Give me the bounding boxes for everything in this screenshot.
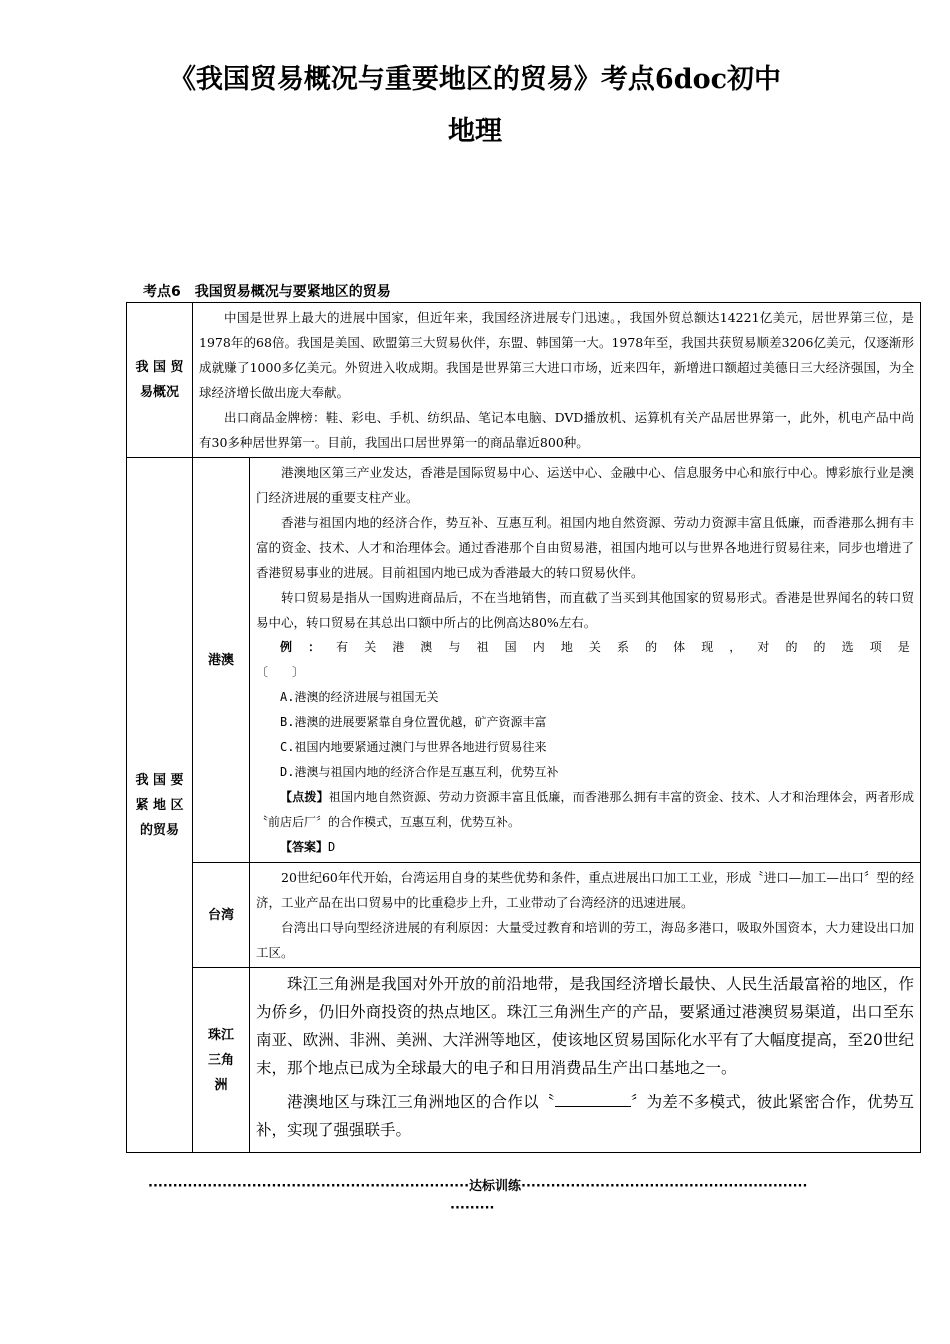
practice-section-divider: ·································································达标训练·························································· xyxy=(148,1179,808,1194)
example-option: A.港澳的经济进展与祖国无关 xyxy=(280,690,439,704)
region-label: 台湾 xyxy=(207,907,234,923)
prd-row xyxy=(127,968,921,1153)
overview-category-cell xyxy=(127,303,193,458)
example-answer xyxy=(256,835,914,860)
hk-macau-paragraph: 港澳地区第三产业发达，香港是国际贸易中心、运送中心、金融中心、信息服务中心和旅行中心。博彩旅行业是澳门经济进展的重要支柱产业。 xyxy=(256,465,914,505)
example-block xyxy=(256,635,914,860)
region-label: 港澳 xyxy=(207,652,234,668)
example-option: C.祖国内地要紧通过澳门与世界各地进行贸易往来 xyxy=(280,740,547,754)
prd-content xyxy=(250,968,921,1153)
example-question xyxy=(256,635,914,660)
hint-label: 【点拨】 xyxy=(280,790,329,804)
regions-category-cell xyxy=(127,458,193,1153)
hk-macau-row xyxy=(127,458,921,863)
taiwan-row xyxy=(127,863,921,968)
taiwan-label xyxy=(193,863,250,968)
prd-label xyxy=(193,968,250,1153)
example-hint xyxy=(256,785,914,835)
hk-macau-paragraph: 转口贸易是指从一国购进商品后，不在当地销售，而直截了当买到其他国家的贸易形式。香港是世界闻名的转口贸易中心，转口贸易在其总出口额中所占的比例高达80%左右。 xyxy=(256,590,914,630)
topic-table xyxy=(126,302,921,1153)
example-option: D.港澳与祖国内地的经济合作是互惠互利，优势互补 xyxy=(280,765,559,779)
hk-macau-label xyxy=(193,458,250,863)
hk-macau-paragraph: 香港与祖国内地的经济合作，势互补、互惠互利。祖国内地自然资源、劳动力资源丰富且低廉，而香港那么拥有丰富的资金、技术、人才和治理体会。通过香港那个自由贸易港，祖国内地可以与世界各地进行贸易往来，同步也增进了香港贸易事业的进展。目前祖国内地已成为香港最大的转口贸易伙伴。 xyxy=(256,515,914,580)
taiwan-paragraph: 20世纪60年代开始，台湾运用自身的某些优势和条件，重点进展出口加工工业，形成〝进口—加工—出口〞型的经济，工业产品在出口贸易中的比重稳步上升，工业带动了台湾经济的迅速进展。 xyxy=(256,870,914,910)
category-label-line: 的贸易 xyxy=(139,822,179,838)
category-label-line: 我 国 要 xyxy=(135,772,184,788)
practice-section-divider-continued: ········· xyxy=(450,1201,495,1216)
fill-in-text-after: 〞为差不多模式，彼此紧密合作，优势互补，实现了强强联手。 xyxy=(256,1093,914,1139)
hk-macau-content xyxy=(250,458,921,863)
prd-paragraph: 珠江三角洲是我国对外开放的前沿地带，是我国经济增长最快、人民生活最富裕的地区，作为侨乡，仍旧外商投资的热点地区。珠江三角洲生产的产品，要紧通过港澳贸易渠道，出口至东南亚、欧洲、非洲、美洲、大洋洲等地区，使该地区贸易国际化水平有了大幅度提高，至20世纪末，那个地点已成为全球最大的电子和日用消费品生产出口基地之一。 xyxy=(256,975,914,1077)
document-title: 《我国贸易概况与重要地区的贸易》考点6doc初中 xyxy=(168,64,782,95)
example-bracket: 〔 〕 xyxy=(256,665,305,679)
region-label-line: 珠江 xyxy=(207,1027,234,1043)
example-question-text: 有关港澳与祖国内地关系的体现，对的的选项是 xyxy=(336,640,915,654)
answer-label: 【答案】 xyxy=(280,840,329,854)
example-option: B.港澳的进展要紧靠自身位置优越，矿产资源丰富 xyxy=(280,715,547,729)
taiwan-content xyxy=(250,863,921,968)
region-label-line: 三角 xyxy=(207,1052,234,1068)
hint-text: 祖国内地自然资源、劳动力资源丰富且低廉，而香港那么拥有丰富的资金、技术、人才和治理体会，两者形成〝前店后厂〞的合作模式，互惠互利，优势互补。 xyxy=(256,790,914,829)
answer-text: D xyxy=(328,840,336,854)
overview-row xyxy=(127,303,921,458)
taiwan-paragraph: 台湾出口导向型经济进展的有利原因：大量受过教育和培训的劳工，海岛多港口，吸取外国资本，大力建设出口加工区。 xyxy=(256,920,914,960)
prd-fill-in-paragraph xyxy=(256,1088,914,1144)
fill-in-blank[interactable] xyxy=(555,1088,631,1107)
example-label: 例： xyxy=(280,640,337,654)
category-label-line: 我 国 贸 xyxy=(135,360,184,375)
category-label-line: 紧 地 区 xyxy=(135,797,184,813)
fill-in-text-before: 港澳地区与珠江三角洲地区的合作以〝 xyxy=(287,1093,555,1111)
overview-paragraph: 中国是世界上最大的进展中国家，但近年来，我国经济进展专门迅速。，我国外贸总额达14221亿美元，居世界第三位，是1978年的68倍。我国是美国、欧盟第三大贸易伙伴，东盟、韩国第一大。1978年至，我国共获贸易顺差3206亿美元，仅逐渐形成就赚了1000多亿美元。外贸进入收成期。我国是世界第三大进口市场，近来四年，新增进口额超过美德日三大经济强国，为全球经济增长做出庞大奉献。 xyxy=(199,310,914,400)
overview-content xyxy=(193,303,921,458)
document-title-continued: 地理 xyxy=(448,116,502,147)
overview-paragraph: 出口商品金牌榜：鞋、彩电、手机、纺织品、笔记本电脑、DVD播放机、运算机有关产品居世界第一，此外，机电产品中尚有30多种居世界第一。目前，我国出口居世界第一的商品靠近800种。 xyxy=(199,410,914,450)
region-label-line: 洲 xyxy=(214,1077,228,1093)
category-label-line: 易概况 xyxy=(139,385,179,400)
section-heading: 考点6 我国贸易概况与要紧地区的贸易 xyxy=(143,284,391,300)
